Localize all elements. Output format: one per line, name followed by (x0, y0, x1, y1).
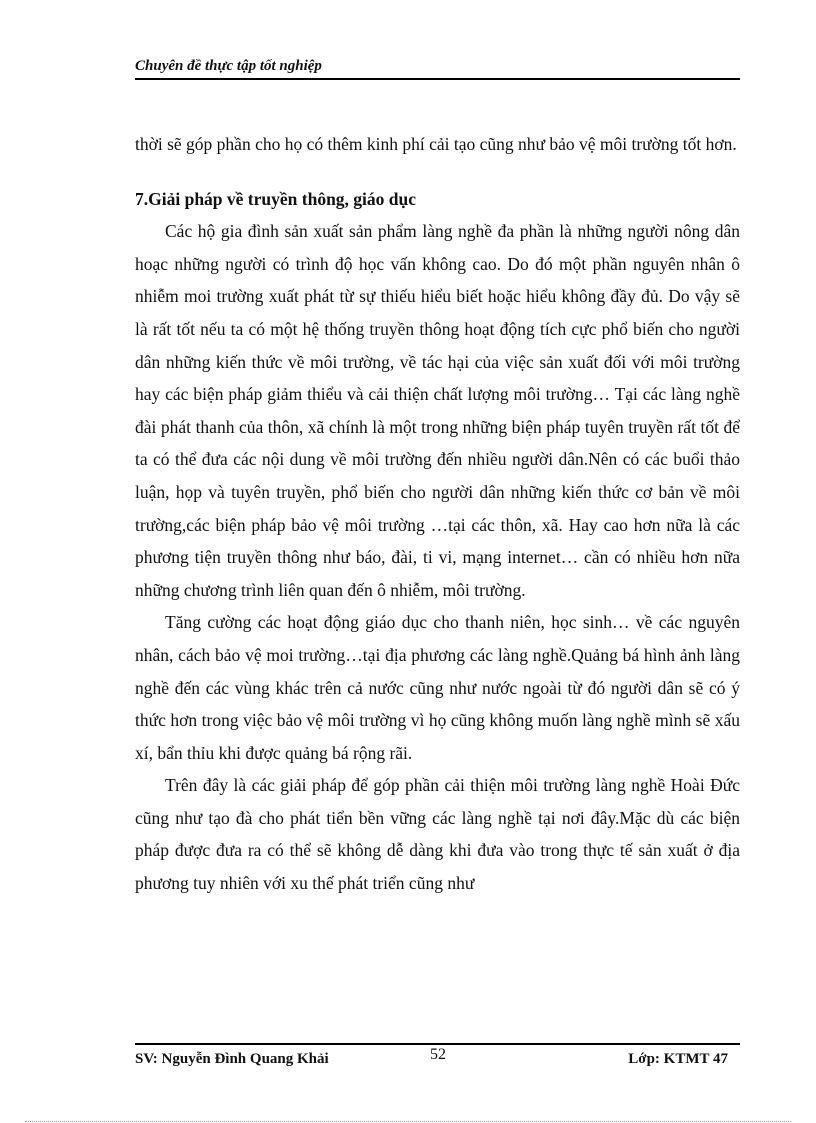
page-footer (135, 1043, 740, 1067)
footer-class: Lớp: KTMT 47 (628, 1051, 728, 1067)
paragraph-communication: Các hộ gia đình sản xuất sản phẩm làng nghề đa phần là những người nông dân hoạc những người có trình độ học vấn không cao. Do đó một phần nguyên nhân ô nhiễm moi trường xuất phát từ sự thiếu hiểu biết hoặc hiểu không đầy đủ. Do vậy sẽ là rất tốt nếu ta có một hệ thống truyền thông hoạt động tích cực phổ biến cho người dân những kiến thức về môi trường, về tác hại của việc sản xuất đối với môi trường hay các biện pháp giảm thiểu và cải thiện chất lượng môi trường… Tại các làng nghề đài phát thanh của thôn, xã chính là một trong những biện pháp tuyên truyền rất tốt để ta có thể đưa các nội dung về môi trường đến nhiều người dân.Nên có các buổi thảo luận, họp và tuyên truyền, phổ biến cho người dân những kiến thức cơ bản về môi trường,các biện pháp bảo vệ môi trường …tại các thôn, xã. Hay cao hơn nữa là các phương tiện truyền thông như báo, đài, ti vi, mạng internet… cần có nhiều hơn nữa những chương trình liên quan đến ô nhiễm, môi trường. (135, 221, 740, 600)
header-title: Chuyên đề thực tập tốt nghiệp (135, 58, 322, 74)
page-bottom-divider (25, 1121, 791, 1122)
paragraph-education: Tăng cường các hoạt động giáo dục cho thanh niên, học sinh… về các nguyên nhân, cách bảo vệ moi trường…tại địa phương các làng nghề.Quảng bá hình ảnh làng nghề đến các vùng khác trên cả nước cũng như nước ngoài từ đó người dân sẽ có ý thức hơn trong việc bảo vệ môi trường vì họ cũng không muốn làng nghề mình sẽ xấu xí, bẩn thỉu khi được quảng bá rộng rãi. (135, 612, 740, 763)
body-text (135, 128, 740, 900)
footer-student: SV: Nguyễn Đình Quang Khải (135, 1051, 329, 1067)
paragraph-continuation: thời sẽ góp phần cho họ có thêm kinh phí cải tạo cũng như bảo vệ môi trường tốt hơn. (135, 134, 737, 154)
section-heading: 7.Giải pháp về truyền thông, giáo dục (135, 188, 417, 209)
page-header (135, 56, 740, 80)
paragraph-summary: Trên đây là các giải pháp để góp phần cải thiện môi trường làng nghề Hoài Đức cũng như tạo đà cho phát tiển bền vững các làng nghề tại nơi đây.Mặc dù các biện pháp được đưa ra có thể sẽ không dễ dàng khi đưa vào trong thực tế sản xuất ở địa phương tuy nhiên với xu thế phát triển cũng như (135, 775, 740, 894)
footer-page-number: 52 (430, 1046, 446, 1063)
